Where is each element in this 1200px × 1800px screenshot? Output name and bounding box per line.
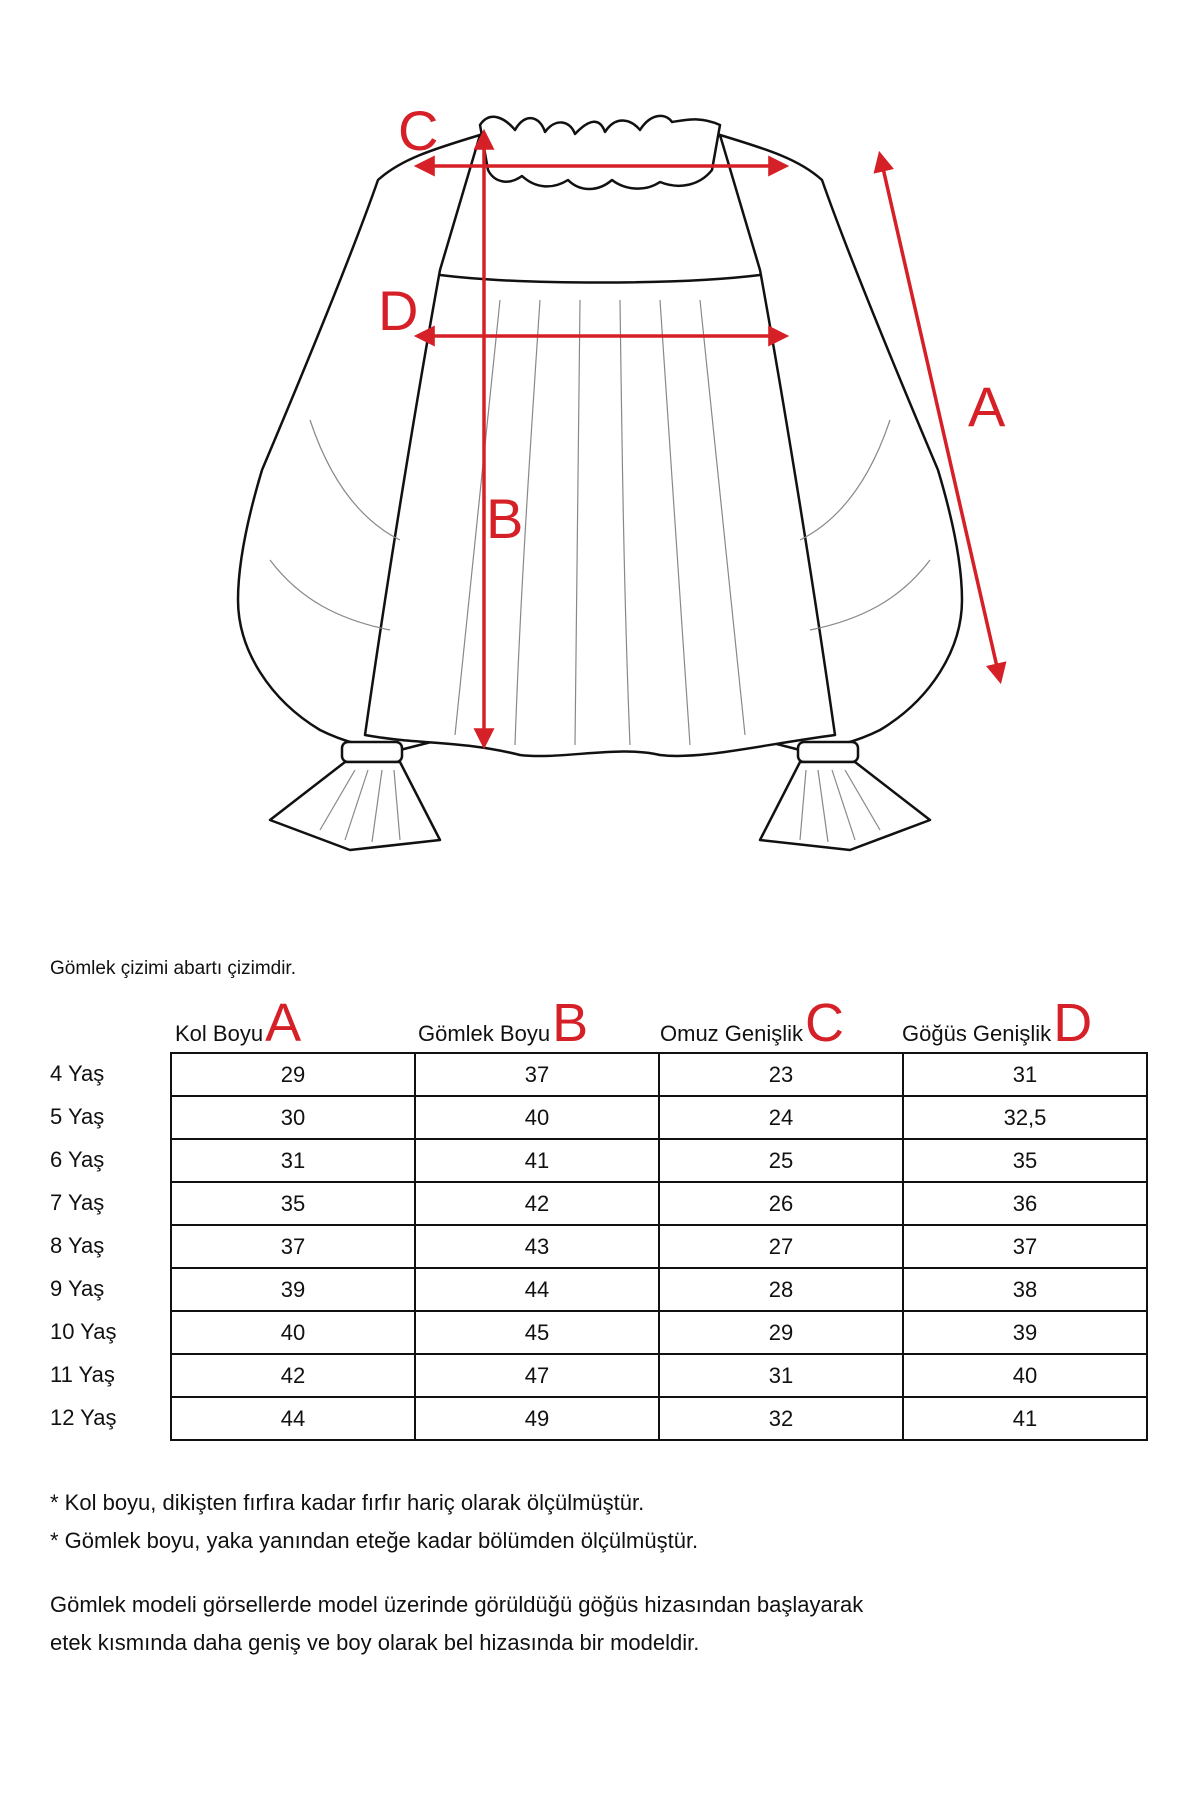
table-cell: 43 <box>415 1225 659 1268</box>
row-label: 6 Yaş <box>50 1147 105 1172</box>
size-chart-header <box>50 990 1150 1052</box>
row-label: 12 Yaş <box>50 1405 117 1430</box>
table-cell: 42 <box>171 1354 415 1397</box>
row-label: 9 Yaş <box>50 1276 105 1301</box>
table-row <box>171 1268 1147 1311</box>
size-chart <box>50 990 1150 1439</box>
footnote-sleeve: * Kol boyu, dikişten fırfıra kadar fırfır hariç olarak ölçülmüştür. <box>50 1490 645 1515</box>
table-cell: 36 <box>903 1182 1147 1225</box>
table-cell: 41 <box>415 1139 659 1182</box>
table-cell: 29 <box>659 1311 903 1354</box>
table-row <box>171 1139 1147 1182</box>
description-line-2: etek kısmında daha geniş ve boy olarak bel hizasında bir modeldir. <box>50 1630 700 1655</box>
table-cell: 37 <box>171 1225 415 1268</box>
left-cuff <box>342 742 402 762</box>
header-sleeve-length: Kol BoyuA <box>175 993 302 1053</box>
footnotes <box>50 1484 863 1662</box>
label-a: A <box>968 375 1006 438</box>
table-cell: 42 <box>415 1182 659 1225</box>
header-shirt-length: Gömlek BoyuB <box>418 993 589 1053</box>
size-values-table <box>170 1052 1148 1441</box>
table-cell: 32,5 <box>903 1096 1147 1139</box>
table-cell: 49 <box>415 1397 659 1440</box>
header-chest-width: Göğüs GenişlikD <box>902 993 1093 1053</box>
table-cell: 39 <box>171 1268 415 1311</box>
table-cell: 35 <box>903 1139 1147 1182</box>
table-cell: 39 <box>903 1311 1147 1354</box>
table-cell: 27 <box>659 1225 903 1268</box>
table-cell: 29 <box>171 1053 415 1096</box>
blouse-technical-drawing <box>0 0 1200 880</box>
table-row <box>171 1053 1147 1096</box>
row-label: 7 Yaş <box>50 1190 105 1215</box>
table-cell: 24 <box>659 1096 903 1139</box>
row-label: 4 Yaş <box>50 1061 105 1086</box>
table-cell: 30 <box>171 1096 415 1139</box>
table-row <box>171 1096 1147 1139</box>
table-row <box>171 1397 1147 1440</box>
table-row <box>171 1182 1147 1225</box>
footnote-length: * Gömlek boyu, yaka yanından eteğe kadar bölümden ölçülmüştür. <box>50 1528 699 1553</box>
table-cell: 44 <box>415 1268 659 1311</box>
row-label: 10 Yaş <box>50 1319 117 1344</box>
table-row <box>171 1225 1147 1268</box>
table-cell: 23 <box>659 1053 903 1096</box>
table-cell: 40 <box>903 1354 1147 1397</box>
drawing-disclaimer: Gömlek çizimi abartı çizimdir. <box>50 958 296 979</box>
table-cell: 31 <box>171 1139 415 1182</box>
table-cell: 37 <box>415 1053 659 1096</box>
row-label: 8 Yaş <box>50 1233 105 1258</box>
row-label: 11 Yaş <box>50 1362 115 1387</box>
label-c: C <box>398 99 439 162</box>
table-cell: 47 <box>415 1354 659 1397</box>
table-cell: 37 <box>903 1225 1147 1268</box>
table-row <box>171 1311 1147 1354</box>
size-chart-body <box>50 1052 1150 1439</box>
right-frill <box>760 762 930 850</box>
table-cell: 26 <box>659 1182 903 1225</box>
label-b: B <box>486 487 524 550</box>
table-cell: 31 <box>659 1354 903 1397</box>
label-d: D <box>378 279 419 342</box>
table-cell: 38 <box>903 1268 1147 1311</box>
table-cell: 40 <box>171 1311 415 1354</box>
right-cuff <box>798 742 858 762</box>
spacer <box>50 1560 863 1586</box>
table-cell: 31 <box>903 1053 1147 1096</box>
left-frill <box>270 762 440 850</box>
table-cell: 45 <box>415 1311 659 1354</box>
table-row <box>171 1354 1147 1397</box>
table-cell: 35 <box>171 1182 415 1225</box>
description-line-1: Gömlek modeli görsellerde model üzerinde görüldüğü göğüs hizasından başlayarak <box>50 1592 864 1617</box>
table-cell: 32 <box>659 1397 903 1440</box>
table-cell: 28 <box>659 1268 903 1311</box>
table-cell: 44 <box>171 1397 415 1440</box>
blouse-outline <box>238 116 962 850</box>
header-shoulder-width: Omuz GenişlikC <box>660 993 845 1053</box>
table-cell: 40 <box>415 1096 659 1139</box>
table-cell: 25 <box>659 1139 903 1182</box>
ruffle-collar <box>480 116 720 189</box>
table-cell: 41 <box>903 1397 1147 1440</box>
row-label: 5 Yaş <box>50 1104 105 1129</box>
